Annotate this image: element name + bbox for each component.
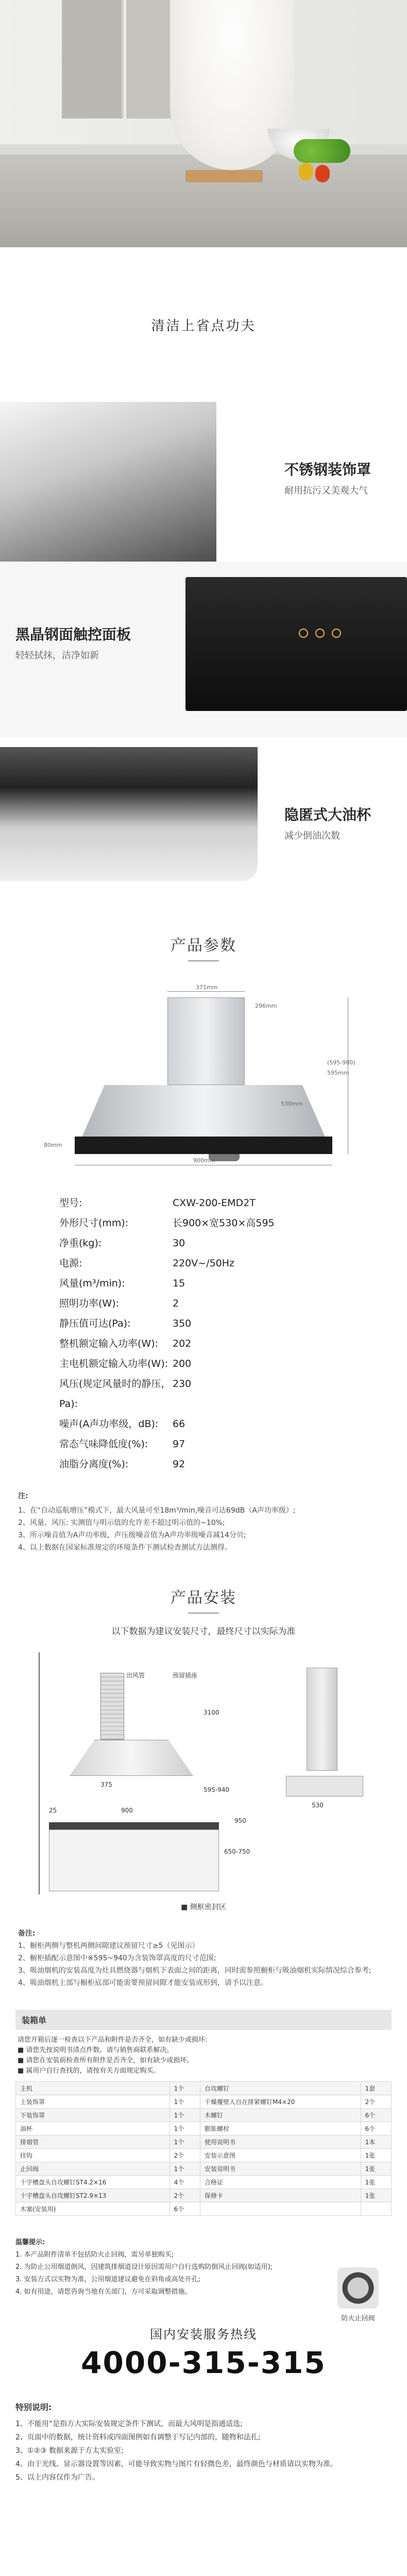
feature-title: 隐匿式大油杯 [284, 806, 371, 823]
install-notes: 备注: 1、橱柜两侧与整机两侧间隙建议预留尺寸≥5（见图示） 2、橱柜插配示意图中※595~940为含装饰罩高度的尺寸范围; 3、吸油烟机的安装高度为灶具燃烧器与烟机下表面之间的距离，同时需参照橱柜与吸油烟机实际情况综合参考; 4、吸油烟机上部与橱柜底部可能需要预留间隙才能安装成形到，请予以注意。 [18, 1927, 389, 1989]
spec-row: 型号: CXW-200-EMD2T [59, 1197, 256, 1209]
packing-list: 装箱单 请您开箱后逐一检查以下产品和附件是否齐全，如有缺少或损坏: ■ 请您先按说明书清点件数。请与销售商联系解决。 ■ 请您在安装前检查所有附件是否齐全，如有缺少或损坏。 ■ 属用户自行查找的，请按有关方面规定购买。 主机 1个 自攻螺钉 1套 上装饰罩 1个 干燥覆壁人自在排紧螺钉M4×20 2个 下装饰罩 1个 木螺钉 6个 油杯 1个 膨胀螺栓 6个 排烟管 1个 使用说明书 1本 挂钩 2个 安装示意图 1张 止回阀 1个 安装说明书 1张 十字槽盘头自攻螺钉ST4.2×16 4个 合格证 1张 十字槽盘头自攻螺钉ST2.9×13 2个 保修卡 1张 木塞(安装用) 6个 [15, 2010, 392, 2216]
note-item: 1、在“自动巡航增压”模式下，最大风量可至18m³/min,噪音可达69dB（A声功率级）; [18, 1506, 296, 1515]
spec-row: 净重(kg): 30 [59, 1238, 185, 1249]
dim-label: 530mm [281, 1100, 303, 1107]
check-valve-icon [337, 2267, 379, 2309]
special-notes: 特别说明: 1、不能用“是指方大实际安装规定条件下测试，而最大风明是指通适选; 2、页面中的数据，统计资料或四面图例如有调整于写记内部的，随物和法扎; 3、①②③ 数据来源于方太实验室; 4、由于光线、显示器设置等因素，可能导致实物与图片有轻微色差，最终颜色与材质请以实物为准。 5、以上内容仅作为广告。 [15, 2401, 392, 2484]
special-item: 4、由于光线、显示器设置等因素，可能导致实物与图片有轻微色差，最终颜色与材质请以实物为准。 [15, 2460, 337, 2468]
hotline-label: 国内安装服务热线 [150, 2327, 257, 2342]
vegetables [294, 139, 350, 163]
base-cabinet [49, 1829, 219, 1891]
note-item: 2、橱柜插配示意图中※595~940为含装饰罩高度的尺寸范围; [18, 1954, 216, 1962]
table-row: 挂钩 2个 安装示意图 1张 [16, 2149, 392, 2162]
dim-label: (595-980) [327, 1059, 355, 1066]
spec-row: 油脂分离度(%): 92 [59, 1459, 185, 1470]
hotline-number[interactable]: 4000-315-315 [81, 2345, 326, 2380]
install-label: 650-750 [224, 1848, 250, 1855]
install-title: 产品安装 [171, 1589, 236, 1607]
params-notes: 注: 1、在“自动巡航增压”模式下，最大风量可至18m³/min,噪音可达69dB（A声功率级）; 2、风量、风压: 实测值与明示值的允许差不超过明示值的−10%; 3、所示噪音值为A声功率级，声压级噪音值为A声功率级噪音减14分贝; 4、以上数据在国家标准规定的环境条件下测试检查测试方法测得。 [18, 1490, 389, 1554]
stainless-cover-image [0, 402, 216, 562]
note-item: 1、橱柜两侧与整机两侧间隙建议预留尺寸≥5（见图示） [18, 1942, 199, 1950]
table-row: 止回阀 1个 安装说明书 1张 [16, 2162, 392, 2176]
dim-label: 595mm [327, 1070, 349, 1076]
feature-subtitle: 耐用抗污又美观大气 [284, 485, 368, 496]
install-subtitle: 以下数据为建议安装尺寸，最终尺寸以实际为准 [111, 1626, 296, 1637]
install-label: 530 [312, 1802, 324, 1809]
table-row: 主机 1个 自攻螺钉 1套 [16, 2082, 392, 2095]
note-item: 2、风量、风压: 实测值与明示值的允许差不超过明示值的−10%; [18, 1519, 225, 1527]
side-view [286, 1668, 363, 1889]
feature-title: 不锈钢装饰罩 [284, 461, 371, 478]
params-title: 产品参数 [171, 937, 236, 955]
dim-label: 80mm [44, 1142, 62, 1148]
table-row: 十字槽盘头自攻螺钉ST2.9×13 2个 保修卡 1张 [16, 2189, 392, 2202]
special-item: 1、不能用“是指方大实际安装规定条件下测试，而最大风明是指通适选; [15, 2420, 243, 2428]
table-row: 上装饰罩 1个 干燥覆壁人自在排紧螺钉M4×20 2个 [16, 2095, 392, 2109]
table-row: 下装饰罩 1个 木螺钉 6个 [16, 2109, 392, 2122]
special-item: 2、页面中的数据，统计资料或四面图例如有调整于写记内部的，随物和法扎; [15, 2433, 261, 2442]
dim-label: 296mm [255, 1003, 277, 1009]
spec-row: 主电机额定输入功率(W): 200 [59, 1358, 192, 1369]
service-hotline [0, 2324, 407, 2380]
spec-row: 常态气味降低度(%): 97 [59, 1438, 185, 1450]
install-label: 375 [100, 1781, 112, 1788]
tip-item: 1. 本产品附件清单不包括防火止回阀，需另单独购买; [15, 2251, 174, 2259]
tagline-section [0, 247, 407, 402]
feature-subtitle: 轻轻拭抹，洁净如新 [15, 650, 99, 661]
feature-oil-cup [0, 737, 407, 902]
spec-row: 照明功率(W): 2 [59, 1298, 179, 1309]
tip-item: 3. 安装方式以实物为准，公用烟道建议避免在斜角或高处开孔; [15, 2276, 200, 2283]
install-label: 950 [234, 1817, 246, 1824]
install-label: 出风管 [126, 1672, 145, 1679]
spec-row: 风量(m³/min): 15 [59, 1278, 185, 1289]
cutting-board [185, 170, 263, 182]
special-item: 3、①②③ 数据来源于方太实验室; [15, 2447, 124, 2455]
packing-title: 装箱单 [15, 2010, 392, 2030]
tip-item: 4. 如有用途，请您咨询当地有关部门，方可采取调整措施。 [15, 2288, 192, 2296]
control-panel [75, 1137, 332, 1154]
spec-table [59, 1193, 348, 1475]
install-label: 595-940 [204, 1786, 230, 1793]
spec-row: 外形尺寸(mm): 长900×宽530×高595 [59, 1217, 275, 1229]
table-row: 油杯 1个 膨胀螺栓 6个 [16, 2122, 392, 2136]
table-row: 十字槽盘头自攻螺钉ST4.2×16 4个 合格证 1张 [16, 2176, 392, 2189]
tip-item: 2. 为防止公用烟道倒风，因建筑排烟道设计原因需用户自行选购防倒风止回阀(如适用); [15, 2263, 273, 2271]
spec-row: 整机额定输入功率(W): 202 [59, 1338, 192, 1349]
dim-label: 371mm [196, 984, 218, 991]
touch-buttons-graphic [299, 629, 376, 659]
install-label: 3100 [204, 1709, 219, 1716]
feature-stainless-cover [0, 402, 407, 562]
params-section [0, 902, 407, 1564]
install-label: 25 [49, 1807, 57, 1814]
spec-row: 电源: 220V~/50Hz [59, 1258, 235, 1269]
spec-row: 静压值可达(Pa): 350 [59, 1318, 192, 1329]
dim-label: 900mm [193, 1157, 215, 1164]
spec-row: 风压(规定风量时的静压，Pa): 230 [59, 1378, 192, 1410]
note-item: 4、以上数据在国家标准规定的环境条件下测试检查测试方法测得。 [18, 1544, 232, 1552]
oil-cup-image [0, 747, 258, 881]
special-item: 5、以上内容仅作为广告。 [15, 2473, 99, 2482]
install-section [0, 1564, 407, 1989]
hood-dimension-drawing [39, 984, 368, 1173]
install-legend: ■ 侧框密封区 [181, 1903, 226, 1911]
feature-touch-panel [0, 562, 407, 737]
feature-subtitle: 减少倒油次数 [284, 831, 340, 841]
spec-row: 噪声(A声功率级，dB): 66 [59, 1418, 185, 1430]
note-item: 3、吸油烟机的安装高度为灶具燃烧器与烟机下表面之间的距离，同时需参照橱柜与吸油烟机实际情况综合参考; [18, 1967, 371, 1975]
install-label: 预留插座 [173, 1672, 198, 1679]
hero-kitchen-image [0, 0, 407, 247]
table-row: 排烟管 1个 使用说明书 1本 [16, 2136, 392, 2149]
exhaust-duct [100, 1673, 124, 1740]
tips-section: 温馨提示: 1. 本产品附件清单不包括防火止回阀，需另单独购买; 2. 为防止公用烟道倒风，因建筑排烟道设计原因需用户自行选购防倒风止回阀(如适用); 3. 安装方式以实物为准，公用烟道建议避免在斜角或高处开孔; 4. 如有用途，请您咨询当地有关部门，方可采取调整措施。 防火止回阀 [15, 2236, 392, 2298]
install-diagram [18, 1652, 389, 1894]
stove [49, 1822, 219, 1829]
note-item: 3、所示噪音值为A声功率级，声压级噪音值为A声功率级噪音减14分贝; [18, 1531, 246, 1539]
table-row: 木塞(安装用) 6个 [16, 2202, 392, 2216]
note-item: 4、吸油烟机上部与橱柜底部可能需要预留间隙才能安装成形到，请予以注意。 [18, 1979, 268, 1987]
packing-table [15, 2081, 392, 2216]
tagline-text: 清洁上省点功夫 [151, 318, 256, 334]
install-label: 900 [121, 1807, 133, 1814]
fire-check-valve: 防火止回阀 [330, 2267, 386, 2325]
feature-title: 黑晶钢面触控面板 [15, 626, 131, 643]
